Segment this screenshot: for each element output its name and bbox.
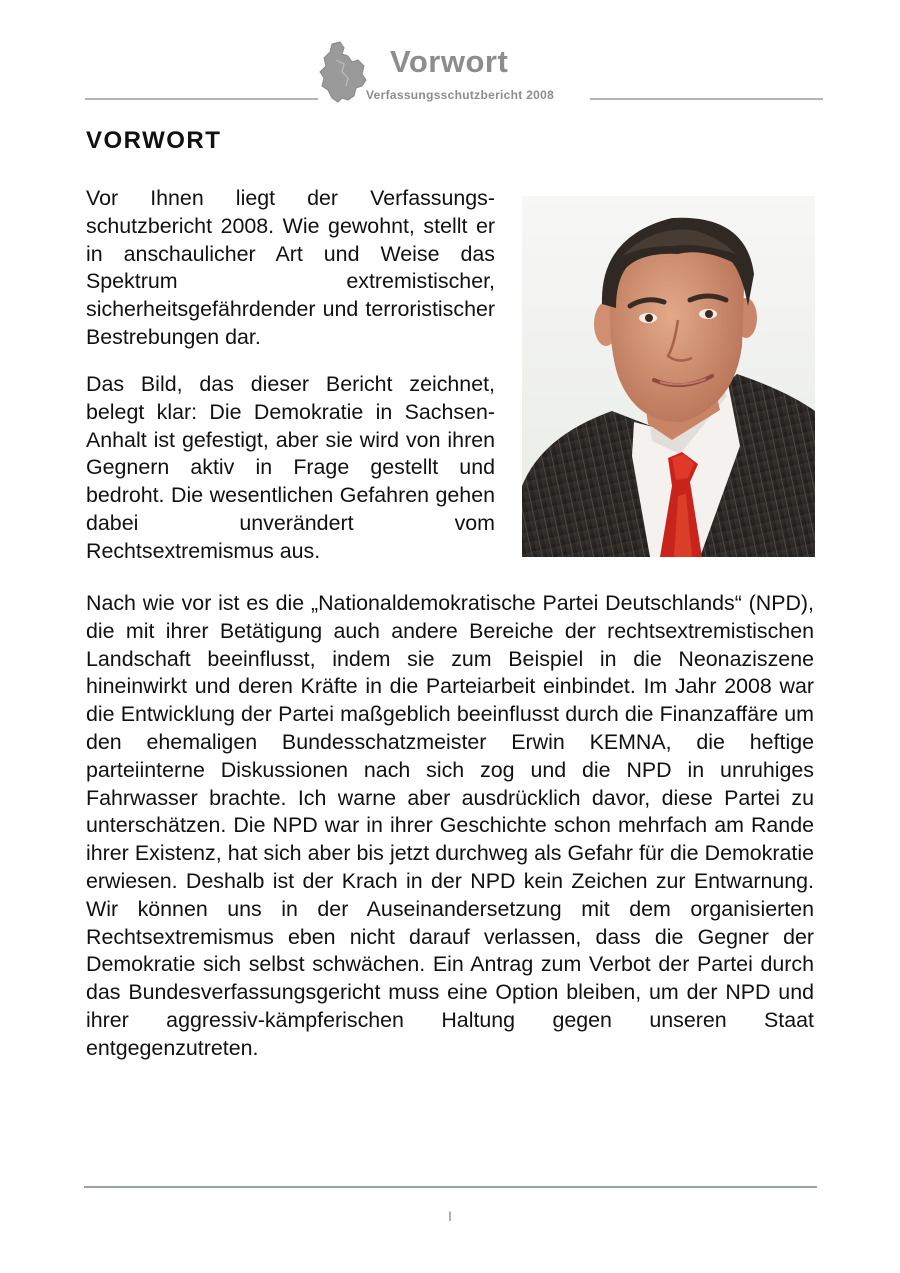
header-subtitle: Verfassungsschutzbericht 2008 [366,88,555,102]
page-header [0,0,900,110]
page-number: I [448,1208,452,1224]
saxony-anhalt-map-icon [318,40,370,104]
header-rule-right [590,98,823,100]
paragraph-2: Das Bild, das dieser Bericht zeichnet, belegt klar: Die Demokratie in Sachsen-Anhalt ist gefestigt, aber sie wird von ihren Gegnern aktiv in Frage gestellt und bedroht. Die wesentlichen Gefahren gehen dabei unverändert vom Rechtsextremismus aus. [86,372,495,563]
paragraph-3: Nach wie vor ist es die „Nationaldemokratische Partei Deutschlands“ (NPD), die mit ihrer Betätigung auch andere Bereiche der rechtsextremistischen Landschaft beeinflusst, indem sie zum Beispiel in die Neonaziszene hineinwirkt und deren Kräfte in die Parteiarbeit einbindet. Im Jahr 2008 war die Entwicklung der Partei maßgeblich beeinflusst durch die Finanzaffäre um den ehemaligen Bundesschatzmeister Erwin KEMNA, die heftige parteiinterne Diskussionen nach sich zog und die NPD in unruhiges Fahrwasser brachte. Ich warne aber ausdrücklich davor, diese Partei zu unterschätzen. Die NPD war in ihrer Geschichte schon mehrfach am Rande ihrer Existenz, hat sich aber bis jetzt durchweg als Gefahr für die Demokratie erwiesen. Deshalb ist der Krach in der NPD kein Zeichen zur Entwarnung. Wir können uns in der Auseinandersetzung mit dem organisierten Rechtsextremismus eben nicht darauf verlassen, dass die Gegner der Demokratie sich selbst schwächen. Ein Antrag zum Verbot der Partei durch das Bundesverfassungsgericht muss eine Option bleiben, um der NPD und ihrer aggressiv-kämpferischen Haltung gegen unseren Staat entgegenzutreten. [86,591,814,1060]
footer-rule [84,1186,817,1188]
portrait-photo [522,196,815,557]
page-title: VORWORT [86,127,222,154]
header-title: Vorwort [390,44,509,79]
header-rule-left [85,98,318,100]
paragraph-1: Vor Ihnen liegt der Verfassungsschutzbericht 2008. Wie gewohnt, stellt er in anschaulicher Art und Weise das Spektrum extremistischer, sicherheitsgefährdender und terroristischer Bestrebungen dar. [86,186,495,349]
